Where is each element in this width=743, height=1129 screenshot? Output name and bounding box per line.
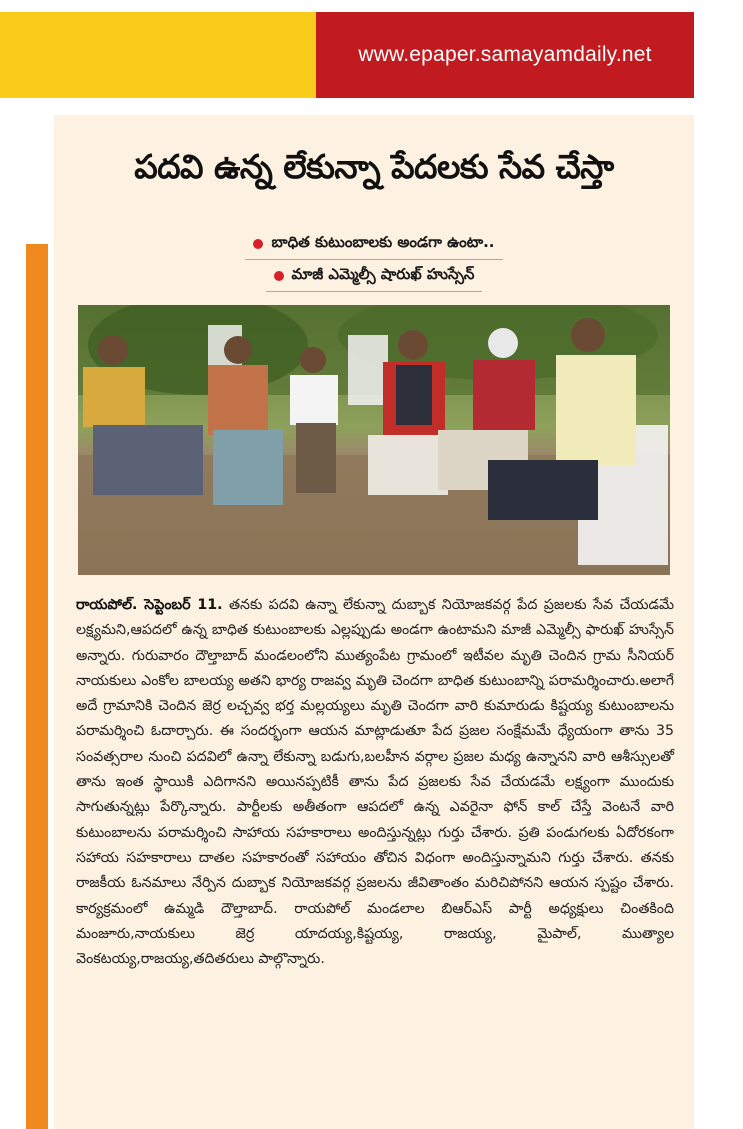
subhead-text: బాధిత కుటుంబాలకు అండగా ఉంటా.. (271, 233, 495, 251)
headline: పదవి ఉన్న లేకున్నా పేదలకు సేవ చేస్తా (134, 147, 614, 186)
site-url[interactable]: www.epaper.samayamdaily.net (358, 43, 652, 66)
article-body-text: తనకు పదవి ఉన్నా లేకున్నా దుబ్బాక నియోజకవర్గ పేద ప్రజలకు సేవ చేయడమే లక్ష్యమని,ఆపదలో ఉన్న బాధిత కుటుంబాలకు ఎల్లప్పుడు అండగా ఉంటామని మాజీ ఎమ్మెల్సీ ఫారుఖ్ హుస్సేన్ అన్నారు. గురువారం దౌల్తాబాద్ మండలంలోని ముత్యంపేట గ్రామంలో ఇటీవల మృతి చెందిన గ్రామ సీనియర్ నాయకులు ఎంకోల బాలయ్య అతని భార్య రాజవ్వ మృతి చెందగా బాధిత కుటుంబాన్ని పరామర్శించారు.అలాగే అదే గ్రామానికి చెందిన జెర్ర లచ్చవ్వ భర్త మల్లయ్యలు మృతి చెందగా వారి కుమారుడు కిష్టయ్య కుటుంబాలను పరామర్శించి ఓదార్చారు. ఈ సందర్భంగా ఆయన మాట్లాడుతూ పేద ప్రజల సంక్షేమమే ధ్యేయంగా తాను 35 సంవత్సరాల నుంచి పదవిలో ఉన్నా లేకున్నా బడుగు,బలహీన వర్గాల ప్రజల మధ్య ఉన్నానని వారి ఆశీస్సులతో తాను ఇంత స్థాయికి ఎదిగానని అయినప్పటికీ తాను పేద ప్రజలకు సేవ చేయడమే లక్ష్యంగా ముందుకు సాగుతున్నట్లు పేర్కొన్నారు. పార్టీలకు అతీతంగా ఆపదలో ఉన్న ఎవరైనా ఫోన్ కాల్ చేస్తే వెంటనే వారి కుటుంబాలను పరామర్శించి సాహాయ సహకారాలు అందిస్తున్నట్లు గుర్తు చేశారు. ప్రతి పండుగలకు ఏదోరకంగా సహాయ సహకారాలు దాతల సహకారంతో సహాయం తోచిన విధంగా అందిస్తున్నామని గుర్తు చేశారు. తనకు రాజకీయ ఓనమాలు నేర్పిన దుబ్బాక నియోజకవర్గ ప్రజలను జీవితాంతం మరిచిపోనని ఆయన స్పష్టం చేశారు. కార్యక్రమంలో ఉమ్మడి దౌల్తాబాద్. రాయపోల్ మండలాల బిఆర్ఎస్ పార్టీ అధ్యక్షులు చింతకింది మంజూరు,నాయకులు జెర్ర యాదయ్య,కిష్టయ్య, రాజయ్య, మైపాల్, ముత్యాల వెంకటయ్య,రాజయ్య,తదితరులు పాల్గొన్నారు. (76, 597, 674, 968)
article-photo (78, 305, 670, 575)
header-red-band (316, 12, 694, 98)
red-bullet-icon (253, 239, 263, 249)
subhead-2 (54, 265, 694, 292)
group-meeting-photo-icon (78, 305, 670, 575)
dateline: రాయపోల్. సెప్టెంబర్ 11. (76, 597, 223, 613)
article-panel (54, 115, 694, 1129)
red-bullet-icon (274, 271, 284, 281)
orange-side-bar (26, 244, 48, 1129)
subhead-1 (54, 233, 694, 260)
article-body (76, 593, 674, 972)
subhead-text: మాజీ ఎమ్మెల్సీ షారుఖ్ హుస్సేన్ (291, 265, 475, 283)
header-yellow-band (0, 12, 316, 98)
